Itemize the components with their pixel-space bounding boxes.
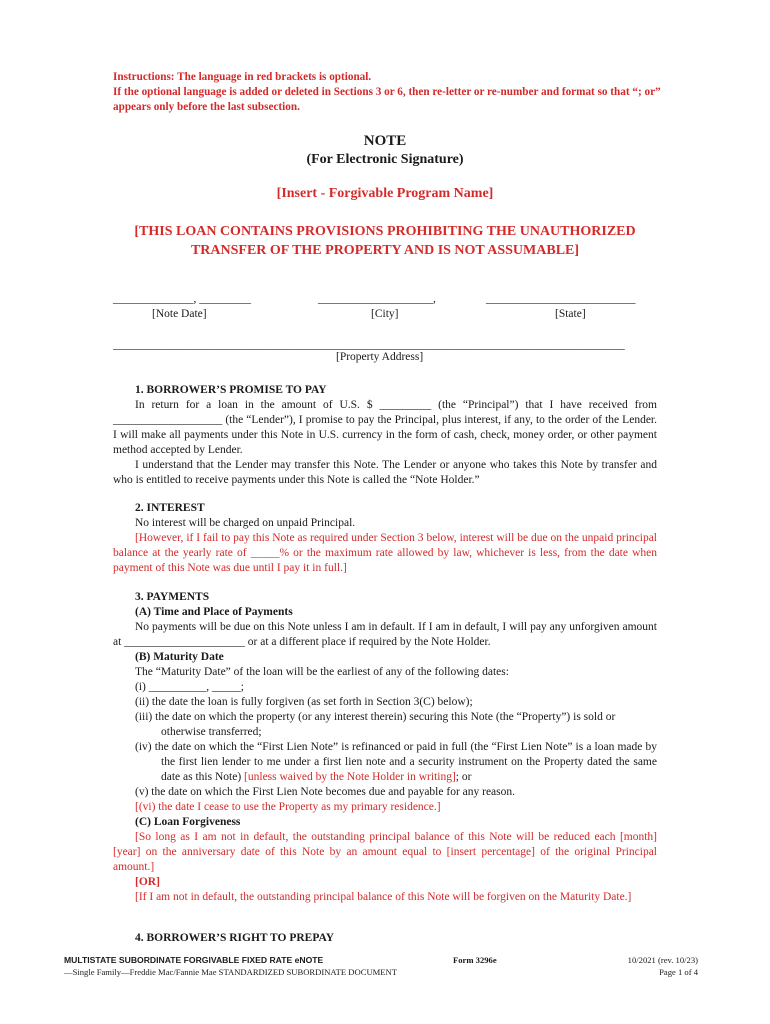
section-1-heading: 1. BORROWER’S PROMISE TO PAY — [135, 384, 327, 396]
maturity-item-2: (ii) the date the loan is fully forgiven (as set forth in Section 3(C) below); — [135, 696, 473, 708]
section-3-heading: 3. PAYMENTS — [135, 591, 210, 603]
maturity-item-1: (i) __________, _____; — [135, 681, 244, 693]
section-4 — [113, 931, 657, 946]
footer-revision: 10/2021 (rev. 10/23) — [627, 955, 698, 965]
section-3a-text: No payments will be due on this Note unless I am in default. If I am in default, I will pay any unforgiven amount at _____________________ or at a different place if required by the Note Holder. — [113, 621, 657, 648]
document-title: NOTE — [363, 133, 407, 149]
instructions-line-2: If the optional language is added or deleted in Sections 3 or 6, then re-letter or re-number and format so that “; or” appears only before the last subsection. — [113, 86, 661, 113]
footer-document-name: MULTISTATE SUBORDINATE FORGIVABLE FIXED RATE eNOTE — [64, 955, 324, 965]
maturity-item-4-tail: ; or — [455, 771, 472, 783]
section-1-paragraph-2: I understand that the Lender may transfer this Note. The Lender or anyone who takes this Note by transfer and who is entitled to receive payments under this Note is called the “Note Holder.” — [113, 459, 657, 486]
section-3 — [113, 590, 657, 905]
transfer-banner — [0, 222, 770, 260]
section-1-paragraph-1: In return for a loan in the amount of U.S. $ _________ (the “Principal”) that I have received from ___________________ (the “Lender”), I promise to pay the Principal, plus interest, if any, to the order of the Lender. I will make all payments under this Note in U.S. currency in the form of cash, check, money order, or other payment method accepted by Lender. — [113, 399, 657, 456]
program-name-placeholder: [Insert - Forgivable Program Name] — [276, 186, 494, 201]
maturity-item-4-text: (iv) the date on which the “First Lien Note” is refinanced or paid in full (the “First Lien Note” is a loan made by the first lien lender to me under a first lien note and a security instrument on the Property dated the same date as this Note) — [135, 741, 657, 783]
maturity-item-3: (iii) the date on which the property (or any interest therein) securing this Note (the “Property”) is sold or otherwise transferred; — [135, 711, 616, 738]
state-blank: __________________________ — [486, 293, 636, 305]
section-4-heading: 4. BORROWER’S RIGHT TO PREPAY — [135, 932, 335, 944]
transfer-banner-line-1: [THIS LOAN CONTAINS PROVISIONS PROHIBITING THE UNAUTHORIZED — [134, 224, 636, 239]
section-3c-or: [OR] — [135, 876, 160, 888]
city-label: [City] — [371, 308, 399, 320]
footer-form-number: Form 3296e — [453, 955, 497, 965]
section-3c-text-2: [If I am not in default, the outstanding principal balance of this Note will be forgiven on the Maturity Date.] — [135, 891, 632, 903]
section-1 — [113, 383, 657, 488]
footer-document-subtitle: —Single Family—Freddie Mac/Fannie Mae STANDARDIZED SUBORDINATE DOCUMENT — [64, 967, 398, 977]
section-3b-intro: The “Maturity Date” of the loan will be the earliest of any of the following dates: — [135, 666, 509, 678]
document-subtitle: (For Electronic Signature) — [306, 152, 464, 167]
note-date-label: [Note Date] — [152, 308, 207, 320]
section-2 — [113, 501, 657, 576]
section-2-paragraph-1: No interest will be charged on unpaid Principal. — [135, 517, 356, 529]
note-date-blank: ______________, _________ — [113, 293, 251, 305]
instructions-line-1: Instructions: The language in red brackets is optional. — [113, 71, 372, 83]
property-address-label: [Property Address] — [336, 351, 424, 363]
maturity-item-5: (v) the date on which the First Lien Note becomes due and payable for any reason. — [135, 786, 516, 798]
property-address-blank: _________________________________________________________________________________________ — [113, 339, 625, 351]
section-3c-heading: (C) Loan Forgiveness — [135, 816, 241, 828]
maturity-item-4 — [113, 740, 657, 785]
section-2-paragraph-2: [However, if I fail to pay this Note as required under Section 3 below, interest will be due on the unpaid principal balance at the yearly rate of _____% or the maximum rate allowed by law, whichever is less, from the date when payment of this Note was due until I pay it in full.] — [113, 532, 657, 574]
maturity-item-4-optional: [unless waived by the Note Holder in writing] — [241, 771, 456, 783]
section-3a-heading: (A) Time and Place of Payments — [135, 606, 293, 618]
state-label: [State] — [555, 308, 586, 320]
section-3b-heading: (B) Maturity Date — [135, 651, 224, 663]
section-2-heading: 2. INTEREST — [135, 502, 205, 514]
footer-page-number: Page 1 of 4 — [659, 967, 698, 977]
instructions-block — [113, 70, 663, 115]
transfer-banner-line-2: TRANSFER OF THE PROPERTY AND IS NOT ASSUMABLE] — [190, 243, 580, 258]
section-3c-text-1: [So long as I am not in default, the outstanding principal balance of this Note will be reduced each [month] [year] on the anniversary date of this Note by an amount equal to [insert percentage] of the original Principal amount.] — [113, 831, 657, 873]
city-blank: ____________________, — [318, 293, 436, 305]
maturity-item-6: [(vi) the date I cease to use the Property as my primary residence.] — [135, 801, 441, 813]
